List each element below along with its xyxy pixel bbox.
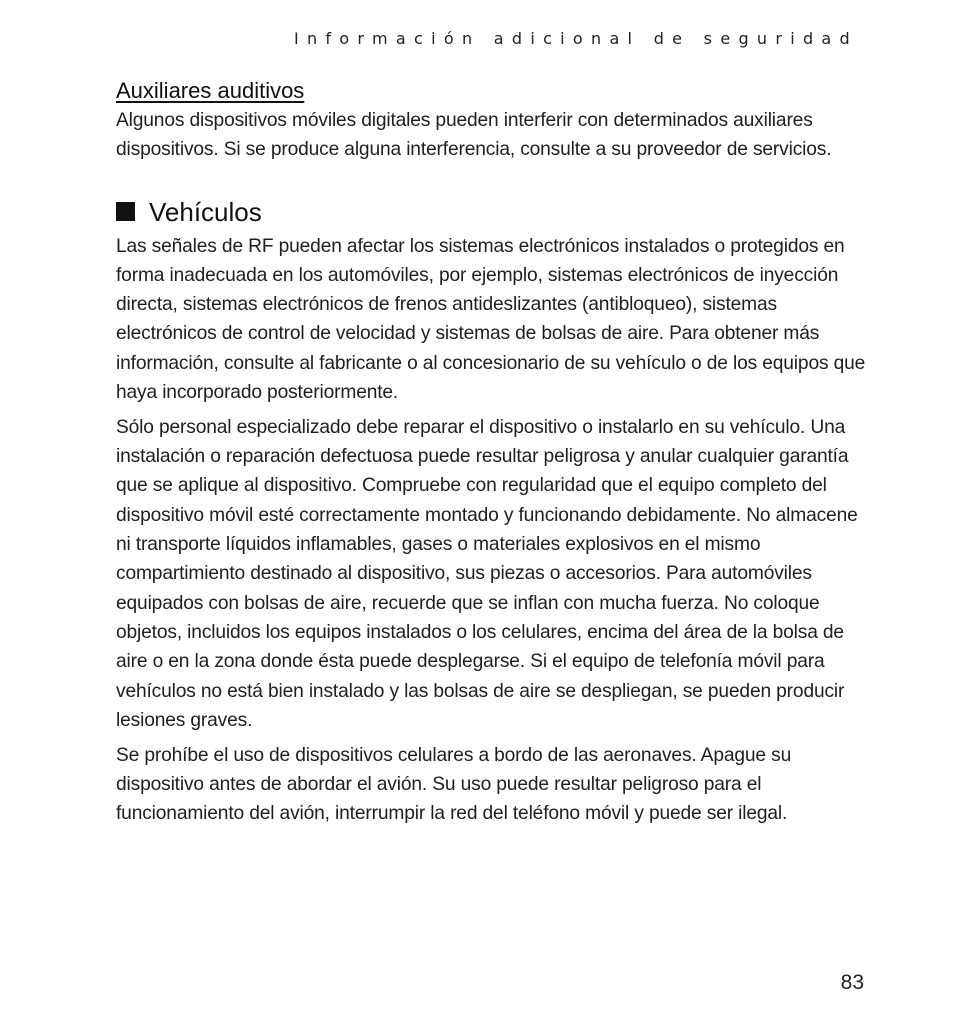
section-heading-vehicles	[116, 192, 866, 232]
page-content	[116, 76, 866, 829]
paragraph-vehicles-1: Las señales de RF pueden afectar los sistemas electrónicos instalados o protegidos en forma inadecuada en los automóviles, por ejemplo, sistemas electrónicos de inyección directa, sistemas electrónicos de frenos antideslizantes (antibloqueo), sistemas electrónicos de control de velocidad y sistemas de bolsas de aire. Para obtener más información, consulte al fabricante o al concesionario de su vehículo o de los equipos que haya incorporado posteriormente.	[116, 235, 866, 404]
square-bullet-icon	[116, 202, 135, 221]
paragraph-hearing-aids: Algunos dispositivos móviles digitales pueden interferir con determinados auxiliares dispositivos. Si se produce alguna interferencia, consulte a su proveedor de servicios.	[116, 110, 832, 161]
section-title-vehicles: Vehículos	[149, 196, 262, 227]
running-header: Información adicional de seguridad	[293, 29, 858, 48]
paragraph-vehicles-3: Se prohíbe el uso de dispositivos celulares a bordo de las aeronaves. Apague su dispositivo antes de abordar el avión. Su uso puede resultar peligroso para el funcionamiento del avión, interrumpir la red del teléfono móvil y puede ser ilegal.	[116, 744, 792, 825]
page-number: 83	[840, 971, 864, 994]
paragraph-vehicles-2: Sólo personal especializado debe reparar el dispositivo o instalarlo en su vehículo. Una instalación o reparación defectuosa puede resultar peligrosa y anular cualquier garantía que se aplique al dispositivo. Compruebe con regularidad que el equipo completo del dispositivo móvil esté correctamente montado y funcionando debidamente. No almacene ni transporte líquidos inflamables, gases o materiales explosivos en el mismo compartimiento destinado al dispositivo, sus piezas o accesorios. Para automóviles equipados con bolsas de aire, recuerde que se inflan con mucha fuerza. No coloque objetos, incluidos los equipos instalados o los celulares, encima del área de la bolsa de aire o en la zona donde ésta puede desplegarse. Si el equipo de telefonía móvil para vehículos no está bien instalado y las bolsas de aire se despliegan, se pueden producir lesiones graves.	[116, 416, 858, 731]
subsection-title-hearing-aids: Auxiliares auditivos	[116, 78, 305, 103]
